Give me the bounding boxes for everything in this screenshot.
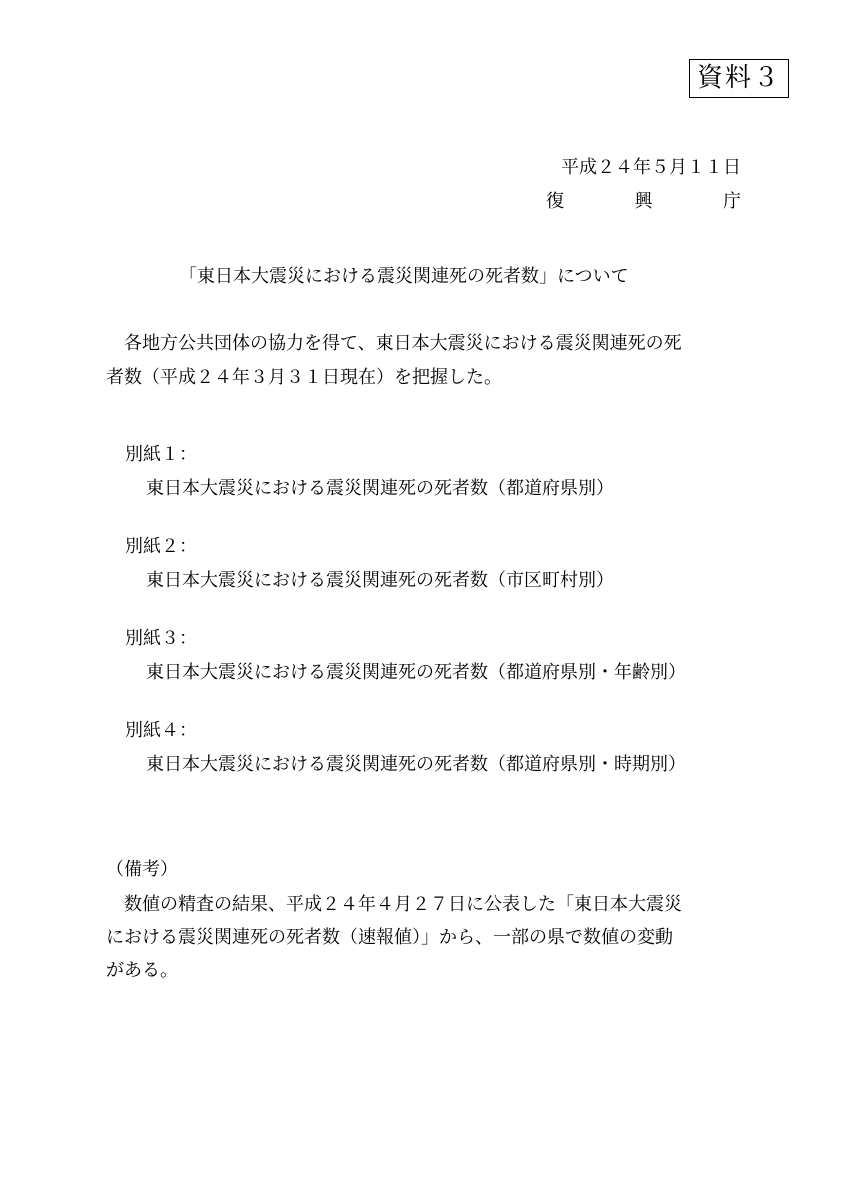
intro-line: 者数（平成２４年３月３１日現在）を把握した。 [106,367,502,388]
annex-label: 別紙１： [125,444,197,465]
annex-label: 別紙４： [125,720,197,741]
issue-date: 平成２４年５月１１日 [561,157,741,178]
document-title: 「東日本大震災における震災関連死の死者数」について [179,266,629,287]
agency-char: 復 [546,191,564,212]
annex-label: 別紙２： [125,536,197,557]
annex-2 [125,532,614,592]
notes-line: における震災関連死の死者数（速報値）」から、一部の県で数値の変動 [106,927,673,948]
annex-description: 東日本大震災における震災関連死の死者数（都道府県別・年齢別） [146,662,686,683]
annex-3 [125,624,686,684]
annex-description: 東日本大震災における震災関連死の死者数（都道府県別） [146,478,614,499]
notes-line: がある。 [106,960,178,981]
annex-label: 別紙３： [125,628,197,649]
annex-description: 東日本大震災における震災関連死の死者数（市区町村別） [146,570,614,591]
issuing-agency [546,187,741,213]
agency-char: 興 [634,191,653,212]
annex-4 [125,716,686,776]
agency-char: 庁 [723,191,741,212]
intro-line: 各地方公共団体の協力を得て、東日本大震災における震災関連死の死 [106,333,682,354]
annex-1 [125,440,614,500]
document-tag: 資料３ [689,59,789,98]
intro-paragraph [106,327,746,395]
notes-paragraph [106,888,746,987]
notes-heading: （備考） [106,859,178,880]
notes-line: 数値の精査の結果、平成２４年４月２７日に公表した「東日本大震災 [106,894,682,915]
annex-description: 東日本大震災における震災関連死の死者数（都道府県別・時期別） [146,754,686,775]
